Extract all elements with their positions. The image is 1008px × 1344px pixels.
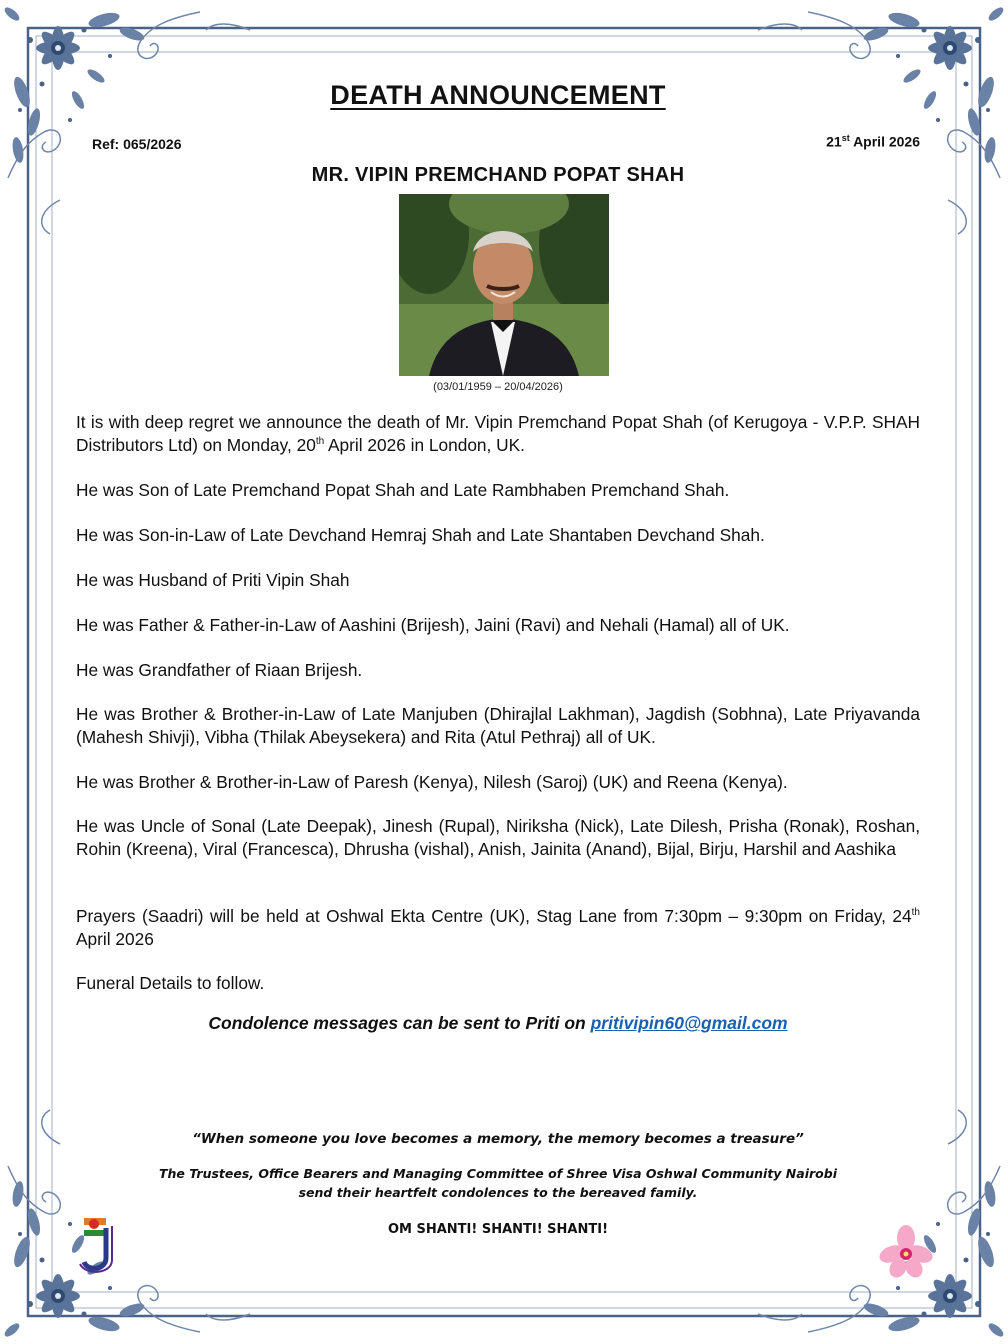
- paragraph-son-in-law: He was Son-in-Law of Late Devchand Hemraj Shah and Late Shantaben Devchand Shah.: [76, 525, 765, 545]
- paragraph-father: He was Father & Father-in-Law of Aashini (Brijesh), Jaini (Ravi) and Nehali (Hamal) all of UK.: [76, 615, 790, 635]
- deceased-name: MR. VIPIN PREMCHAND POPAT SHAH: [311, 164, 685, 186]
- lifespan-dates: (03/01/1959 – 20/04/2026): [433, 381, 563, 393]
- paragraph-announcement: It is with deep regret we announce the death of Mr. Vipin Premchand Popat Shah (of Kerugoya - V.P.P. SHAH Distributors Ltd) on Monday, 20th April 2026 in London, UK.: [76, 412, 920, 455]
- community-logo-icon: [78, 1214, 118, 1276]
- orchid-flower-icon: [878, 1224, 934, 1280]
- paragraph-uncle: He was Uncle of Sonal (Late Deepak), Jinesh (Rupal), Niriksha (Nick), Late Dilesh, Prisha (Ronak), Roshan, Rohin (Kreena), Viral (Francesca), Dhrusha (vishal), Anish, Jainita (Anand), Bijal, Birju, Harshil and Aashika: [76, 816, 920, 859]
- om-shanti: OM SHANTI! SHANTI! SHANTI!: [387, 1222, 609, 1237]
- paragraph-grandfather: He was Grandfather of Riaan Brijesh.: [76, 660, 363, 680]
- paragraph-funeral: Funeral Details to follow.: [76, 973, 265, 993]
- paragraph-son-of: He was Son of Late Premchand Popat Shah and Late Rambhaben Premchand Shah.: [76, 480, 730, 500]
- trustees-message: The Trustees, Office Bearers and Managing Committee of Shree Visa Oshwal Community Nairobi send their heartfelt condolences to the bereaved family.: [159, 1166, 837, 1200]
- condolence-line: Condolence messages can be sent to Priti on pritivipin60@gmail.com: [208, 1013, 788, 1033]
- announcement-date: 21st April 2026: [826, 133, 920, 150]
- corner-ornament-top-right: [758, 5, 1005, 234]
- corner-ornament-top-left: [3, 5, 250, 234]
- memorial-quote: “When someone you love becomes a memory, the memory becomes a treasure”: [192, 1131, 804, 1147]
- paragraph-brother-kenya: He was Brother & Brother-in-Law of Paresh (Kenya), Nilesh (Saroj) (UK) and Reena (Kenya).: [76, 772, 788, 792]
- page-title: DEATH ANNOUNCEMENT: [330, 80, 666, 110]
- reference-number: Ref: 065/2026: [92, 136, 182, 152]
- portrait-photo: [399, 194, 609, 376]
- paragraph-prayers: Prayers (Saadri) will be held at Oshwal Ekta Centre (UK), Stag Lane from 7:30pm – 9:30pm on Friday, 24th April 2026: [76, 906, 920, 949]
- paragraph-brother-uk: He was Brother & Brother-in-Law of Late Manjuben (Dhirajlal Lakhman), Jagdish (Sobhna), Late Priyavanda (Mahesh Shivji), Vibha (Thilak Abeysekera) and Rita (Atul Pethraj) all of UK.: [76, 704, 920, 747]
- paragraph-husband: He was Husband of Priti Vipin Shah: [76, 570, 350, 590]
- condolence-email-link[interactable]: pritivipin60@gmail.com: [590, 1013, 788, 1033]
